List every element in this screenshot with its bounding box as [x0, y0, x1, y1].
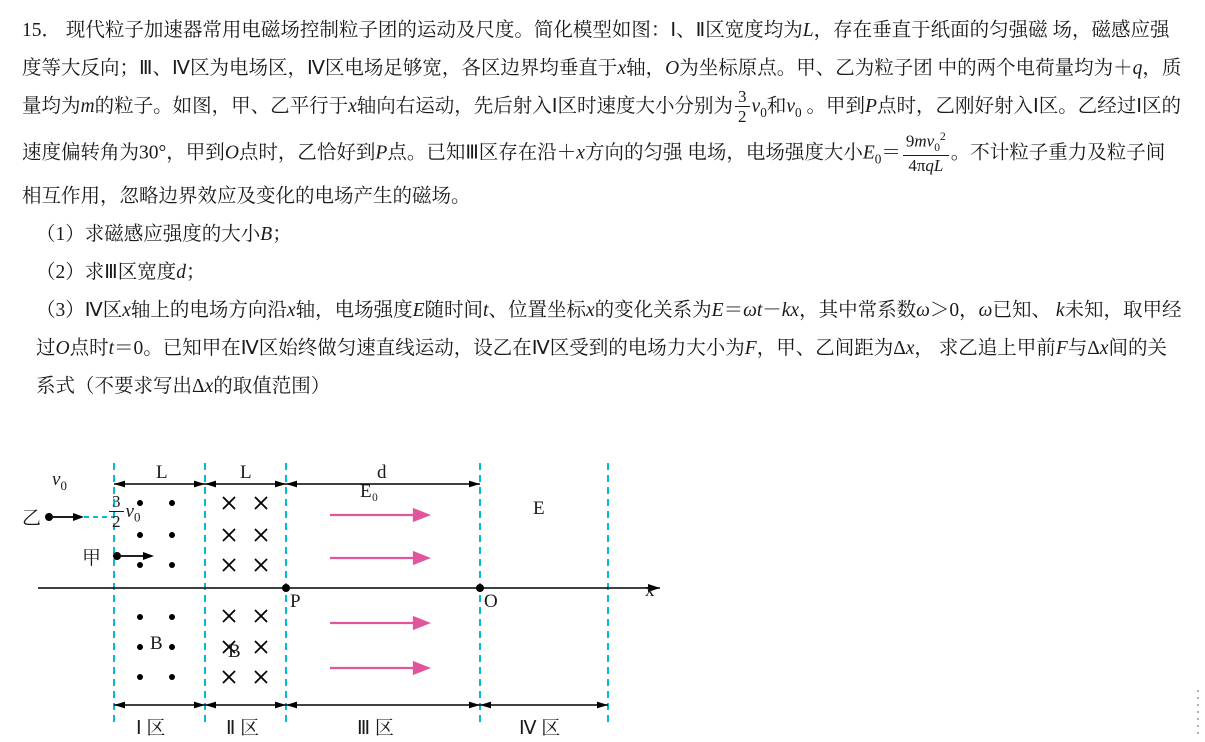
sub-question-1: （1）求磁感应强度的大小B；	[36, 224, 292, 246]
width-label-d: d	[377, 462, 387, 483]
particle-jia-label: 甲	[82, 548, 102, 569]
sub-question-3: （3）Ⅳ区x轴上的电场方向沿x轴，电场强度E随时间t、位置坐标x的变化关系为E＝ωt－kx，其中常系数ω＞0，ω已知、 k未知，取甲经过O点时t＝0。已知甲在Ⅳ区始终做匀速直线运动，设乙在Ⅳ区受到的电场力大小为F，甲、乙间距为Δx， 求乙追上甲前F与Δx间的关系式（不要求写出Δx的取值范围）	[36, 300, 1182, 398]
problem-statement: 15． 现代粒子加速器常用电磁场控制粒子团的运动及尺度。简化模型如图：Ⅰ、Ⅱ区宽度均为L，存在垂直于纸面的匀强磁 场，磁感应强度等大反向；Ⅲ、Ⅳ区为电场区，Ⅳ区电场足够宽，各区边界均垂直于x轴，O为坐标原点。甲、乙为粒子团 中的两个电荷量均为＋q，质量均为m的粒子。如图，甲、乙平行于x轴向右运动，先后射入Ⅰ区时速度大小分别为 $\frac{3}{2}$ $v_0$和$v_0$ 。甲到P点时，乙刚好射入Ⅰ区。乙经过Ⅰ区的速度偏转角为30°，甲到O点时，乙恰好到P点。已知Ⅲ区存在沿＋x方向的匀强 电场，电场强度大小$E_0=$ $\frac{9mv_0^2}{\text{4πqL}}$ 。不计粒子重力及粒子间相互作用，忽略边界效应及变化的电场产生的磁场。	[22, 20, 1182, 208]
axis-label-x: x	[645, 580, 655, 601]
figure-container	[0, 455, 1205, 742]
sub-question-2: （2）求Ⅲ区宽度d；	[36, 262, 206, 284]
point-O-label: O	[484, 591, 498, 612]
particle-jia-speed-label: $\frac{3}{2}$ $v_0$	[107, 493, 140, 532]
particle-yi-speed-label: $v_0$	[52, 469, 67, 493]
field-label-E0: E₀	[360, 481, 379, 502]
width-label-L1: L	[156, 462, 168, 483]
fraction-E0: $\frac{9mv_0^2}{\text{4πqL}}$	[903, 131, 949, 175]
point-O-dot	[476, 584, 484, 592]
figure-diagram	[0, 455, 1205, 742]
point-P-dot	[282, 584, 290, 592]
fraction-three-halves: $\frac{3}{2}$	[735, 87, 750, 126]
region3-field-arrows	[330, 510, 428, 674]
width-label-L2: L	[240, 462, 252, 483]
problem-number: 15．	[22, 20, 62, 41]
particle-jia-dot	[113, 552, 121, 560]
field-label-E: E	[533, 498, 545, 519]
field-label-B1: B	[150, 633, 163, 654]
particle-yi-dot	[45, 513, 53, 521]
point-P-label: P	[290, 591, 301, 612]
region-label-3: Ⅲ 区	[357, 718, 394, 739]
particle-yi-label: 乙	[22, 508, 42, 529]
field-label-B2: B	[228, 641, 241, 662]
region-label-1: Ⅰ 区	[136, 718, 166, 739]
region-label-4: Ⅳ 区	[519, 718, 561, 739]
scroll-indicator	[1197, 690, 1201, 736]
region-label-2: Ⅱ 区	[226, 718, 260, 739]
